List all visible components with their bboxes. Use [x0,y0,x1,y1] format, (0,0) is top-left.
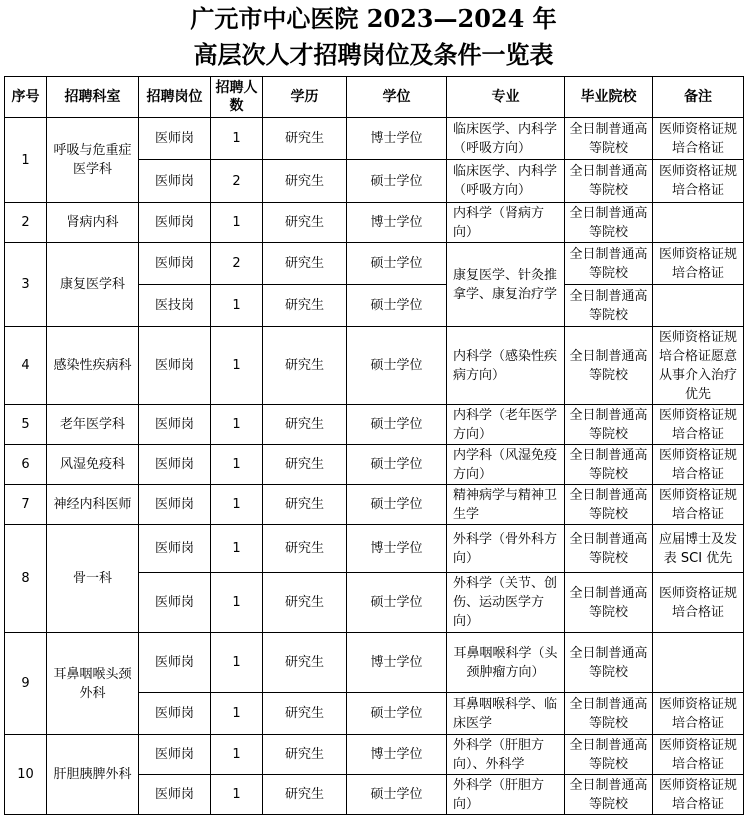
row-degree: 硕士学位 [347,693,447,735]
row-education: 研究生 [263,405,347,445]
row-degree: 硕士学位 [347,445,447,485]
row-count: 2 [211,160,263,203]
table-row [5,633,744,693]
row-position: 医师岗 [139,243,211,285]
row-count: 1 [211,693,263,735]
row-major: 康复医学、针灸推拿学、康复治疗学 [447,243,565,327]
table-row [5,327,744,405]
row-school: 全日制普通高等院校 [565,485,653,525]
table-row [5,203,744,243]
row-department: 肝胆胰脾外科 [47,735,139,815]
row-department: 感染性疾病科 [47,327,139,405]
header-count: 招聘人数 [211,77,263,118]
row-remarks: 医师资格证规培合格证 [653,775,744,815]
row-major: 耳鼻咽喉科学（头颈肿瘤方向） [447,633,565,693]
row-school: 全日制普通高等院校 [565,243,653,285]
row-department: 耳鼻咽喉头颈外科 [47,633,139,735]
row-remarks: 医师资格证规培合格证 [653,485,744,525]
row-position: 医师岗 [139,735,211,775]
row-count: 2 [211,243,263,285]
row-education: 研究生 [263,327,347,405]
row-education: 研究生 [263,775,347,815]
row-degree: 硕士学位 [347,573,447,633]
row-education: 研究生 [263,285,347,327]
row-department: 风湿免疫科 [47,445,139,485]
row-major: 临床医学、内科学（呼吸方向） [447,160,565,203]
row-remarks: 应届博士及发表 SCI 优先 [653,525,744,573]
row-position: 医师岗 [139,445,211,485]
row-school: 全日制普通高等院校 [565,285,653,327]
row-department: 康复医学科 [47,243,139,327]
row-count: 1 [211,405,263,445]
row-index: 9 [5,633,47,735]
row-index: 4 [5,327,47,405]
row-education: 研究生 [263,693,347,735]
row-index: 7 [5,485,47,525]
row-education: 研究生 [263,633,347,693]
recruitment-table [4,76,744,815]
row-degree: 硕士学位 [347,160,447,203]
row-degree: 硕士学位 [347,327,447,405]
row-major: 精神病学与精神卫生学 [447,485,565,525]
row-degree: 博士学位 [347,203,447,243]
row-position: 医师岗 [139,485,211,525]
row-school: 全日制普通高等院校 [565,160,653,203]
row-education: 研究生 [263,573,347,633]
row-remarks [653,285,744,327]
row-major: 内学科（风湿免疫方向） [447,445,565,485]
row-remarks: 医师资格证规培合格证 [653,573,744,633]
row-position: 医师岗 [139,775,211,815]
row-major: 临床医学、内科学（呼吸方向） [447,118,565,160]
row-count: 1 [211,735,263,775]
row-degree: 博士学位 [347,525,447,573]
row-major: 耳鼻咽喉科学、临床医学 [447,693,565,735]
page-subtitle: 高层次人才招聘岗位及条件一览表 [193,40,554,69]
row-count: 1 [211,445,263,485]
row-remarks: 医师资格证规培合格证 [653,693,744,735]
row-degree: 硕士学位 [347,243,447,285]
table-row [5,118,744,160]
row-index: 8 [5,525,47,633]
row-major: 外科学（关节、创伤、运动医学方向） [447,573,565,633]
header-position: 招聘岗位 [139,77,211,118]
row-education: 研究生 [263,525,347,573]
row-education: 研究生 [263,203,347,243]
row-position: 医师岗 [139,693,211,735]
row-department: 神经内科医师 [47,485,139,525]
row-education: 研究生 [263,160,347,203]
row-department: 呼吸与危重症医学科 [47,118,139,203]
row-count: 1 [211,203,263,243]
row-education: 研究生 [263,445,347,485]
row-remarks: 医师资格证规培合格证 [653,160,744,203]
row-education: 研究生 [263,118,347,160]
row-position: 医师岗 [139,118,211,160]
row-degree: 硕士学位 [347,405,447,445]
row-school: 全日制普通高等院校 [565,573,653,633]
row-education: 研究生 [263,243,347,285]
row-index: 1 [5,118,47,203]
row-remarks: 医师资格证规培合格证 [653,243,744,285]
row-remarks: 医师资格证规培合格证 [653,735,744,775]
row-position: 医师岗 [139,203,211,243]
table-row [5,243,744,285]
row-remarks: 医师资格证规培合格证 [653,405,744,445]
header-remarks: 备注 [653,77,744,118]
row-position: 医技岗 [139,285,211,327]
header-education: 学历 [263,77,347,118]
row-school: 全日制普通高等院校 [565,118,653,160]
row-school: 全日制普通高等院校 [565,327,653,405]
row-school: 全日制普通高等院校 [565,525,653,573]
row-school: 全日制普通高等院校 [565,405,653,445]
header-school: 毕业院校 [565,77,653,118]
row-school: 全日制普通高等院校 [565,633,653,693]
row-count: 1 [211,285,263,327]
row-index: 10 [5,735,47,815]
row-position: 医师岗 [139,573,211,633]
row-degree: 硕士学位 [347,775,447,815]
row-position: 医师岗 [139,405,211,445]
row-position: 医师岗 [139,525,211,573]
row-department: 骨一科 [47,525,139,633]
row-count: 1 [211,633,263,693]
row-remarks: 医师资格证规培合格证愿意从事介入治疗优先 [653,327,744,405]
row-count: 1 [211,775,263,815]
table-row [5,445,744,485]
row-school: 全日制普通高等院校 [565,203,653,243]
row-remarks: 医师资格证规培合格证 [653,445,744,485]
table-row [5,735,744,775]
row-position: 医师岗 [139,633,211,693]
row-index: 2 [5,203,47,243]
row-major: 内科学（感染性疾病方向） [447,327,565,405]
row-position: 医师岗 [139,160,211,203]
header-degree: 学位 [347,77,447,118]
header-department: 招聘科室 [47,77,139,118]
row-degree: 硕士学位 [347,485,447,525]
row-education: 研究生 [263,735,347,775]
table-row [5,485,744,525]
row-education: 研究生 [263,485,347,525]
row-department: 肾病内科 [47,203,139,243]
row-major: 内科学（老年医学方向） [447,405,565,445]
page-title: 广元市中心医院 2023—2024 年 [190,4,557,33]
row-position: 医师岗 [139,327,211,405]
row-remarks [653,633,744,693]
row-school: 全日制普通高等院校 [565,775,653,815]
row-index: 5 [5,405,47,445]
header-row [5,77,744,118]
header-major: 专业 [447,77,565,118]
row-count: 1 [211,525,263,573]
table-row [5,405,744,445]
table-row [5,525,744,573]
row-degree: 硕士学位 [347,285,447,327]
row-count: 1 [211,327,263,405]
row-degree: 博士学位 [347,633,447,693]
row-major: 外科学（肝胆方向） [447,775,565,815]
row-major: 内科学（肾病方向） [447,203,565,243]
row-index: 3 [5,243,47,327]
row-department: 老年医学科 [47,405,139,445]
row-school: 全日制普通高等院校 [565,693,653,735]
row-school: 全日制普通高等院校 [565,445,653,485]
row-remarks: 医师资格证规培合格证 [653,118,744,160]
row-degree: 博士学位 [347,735,447,775]
row-count: 1 [211,485,263,525]
header-index: 序号 [5,77,47,118]
row-school: 全日制普通高等院校 [565,735,653,775]
row-remarks [653,203,744,243]
row-major: 外科学（骨外科方向） [447,525,565,573]
row-index: 6 [5,445,47,485]
row-count: 1 [211,118,263,160]
row-count: 1 [211,573,263,633]
row-major: 外科学（肝胆方向）、外科学 [447,735,565,775]
row-degree: 博士学位 [347,118,447,160]
